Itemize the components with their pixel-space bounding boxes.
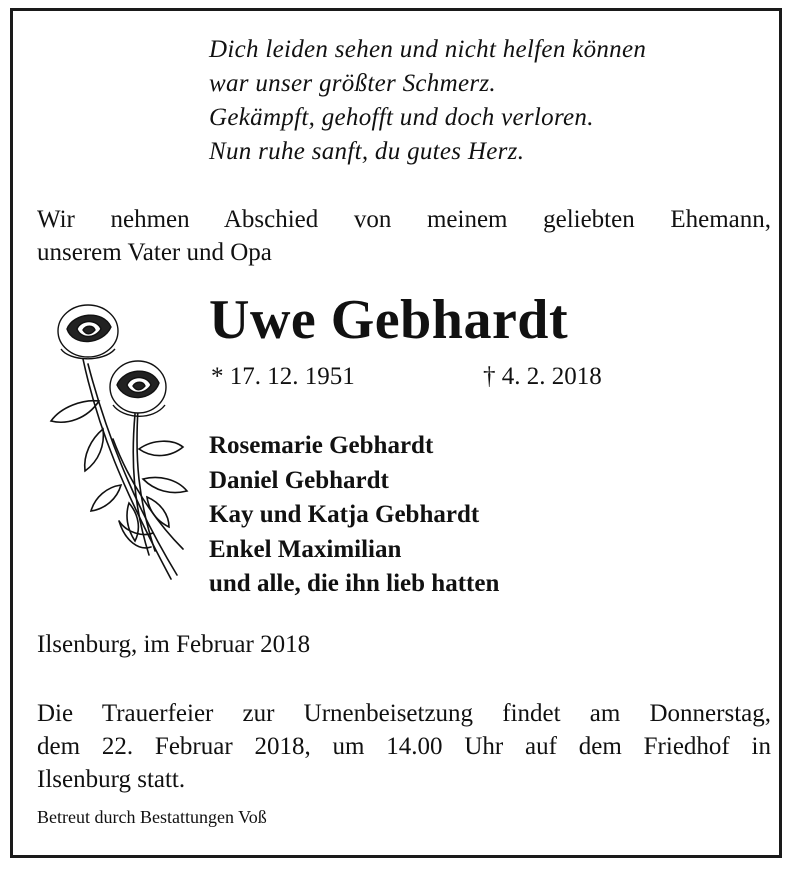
mourner: Enkel Maximilian: [209, 535, 402, 563]
poem-line: Gekämpft, gehofft und doch verloren.: [209, 104, 594, 131]
undertaker-credit: Betreut durch Bestattungen Voß: [37, 807, 267, 827]
poem-line: war unser größter Schmerz.: [209, 70, 496, 97]
mourner: Kay und Katja Gebhardt: [209, 501, 480, 528]
birth-date: * 17. 12. 1951: [211, 363, 355, 390]
funeral-line: dem 22. Februar 2018, um 14.00 Uhr auf dem Friedhof in: [37, 733, 771, 760]
place-and-date: Ilsenburg, im Februar 2018: [37, 631, 311, 658]
memorial-poem: [209, 33, 646, 169]
deceased-name: Uwe Gebhardt: [209, 289, 569, 351]
poem-line: Nun ruhe sanft, du gutes Herz.: [209, 138, 525, 165]
intro-line: Wir nehmen Abschied von meinem geliebten Ehemann,: [37, 206, 771, 233]
funeral-line: Ilsenburg statt.: [37, 766, 186, 793]
mourner: Rosemarie Gebhardt: [209, 432, 434, 459]
farewell-intro: [37, 203, 771, 269]
roses-illustration: [43, 289, 193, 589]
funeral-line: Die Trauerfeier zur Urnenbeisetzung findet am Donnerstag,: [37, 700, 771, 727]
mourner: und alle, die ihn lieb hatten: [209, 570, 500, 597]
death-date: † 4. 2. 2018: [483, 363, 602, 390]
mourners-list: [209, 429, 499, 602]
funeral-notice: [37, 697, 771, 796]
intro-line: unserem Vater und Opa: [37, 239, 272, 266]
poem-line: Dich leiden sehen und nicht helfen können: [209, 36, 647, 63]
obituary-notice: [10, 8, 782, 858]
mourner: Daniel Gebhardt: [209, 466, 389, 494]
